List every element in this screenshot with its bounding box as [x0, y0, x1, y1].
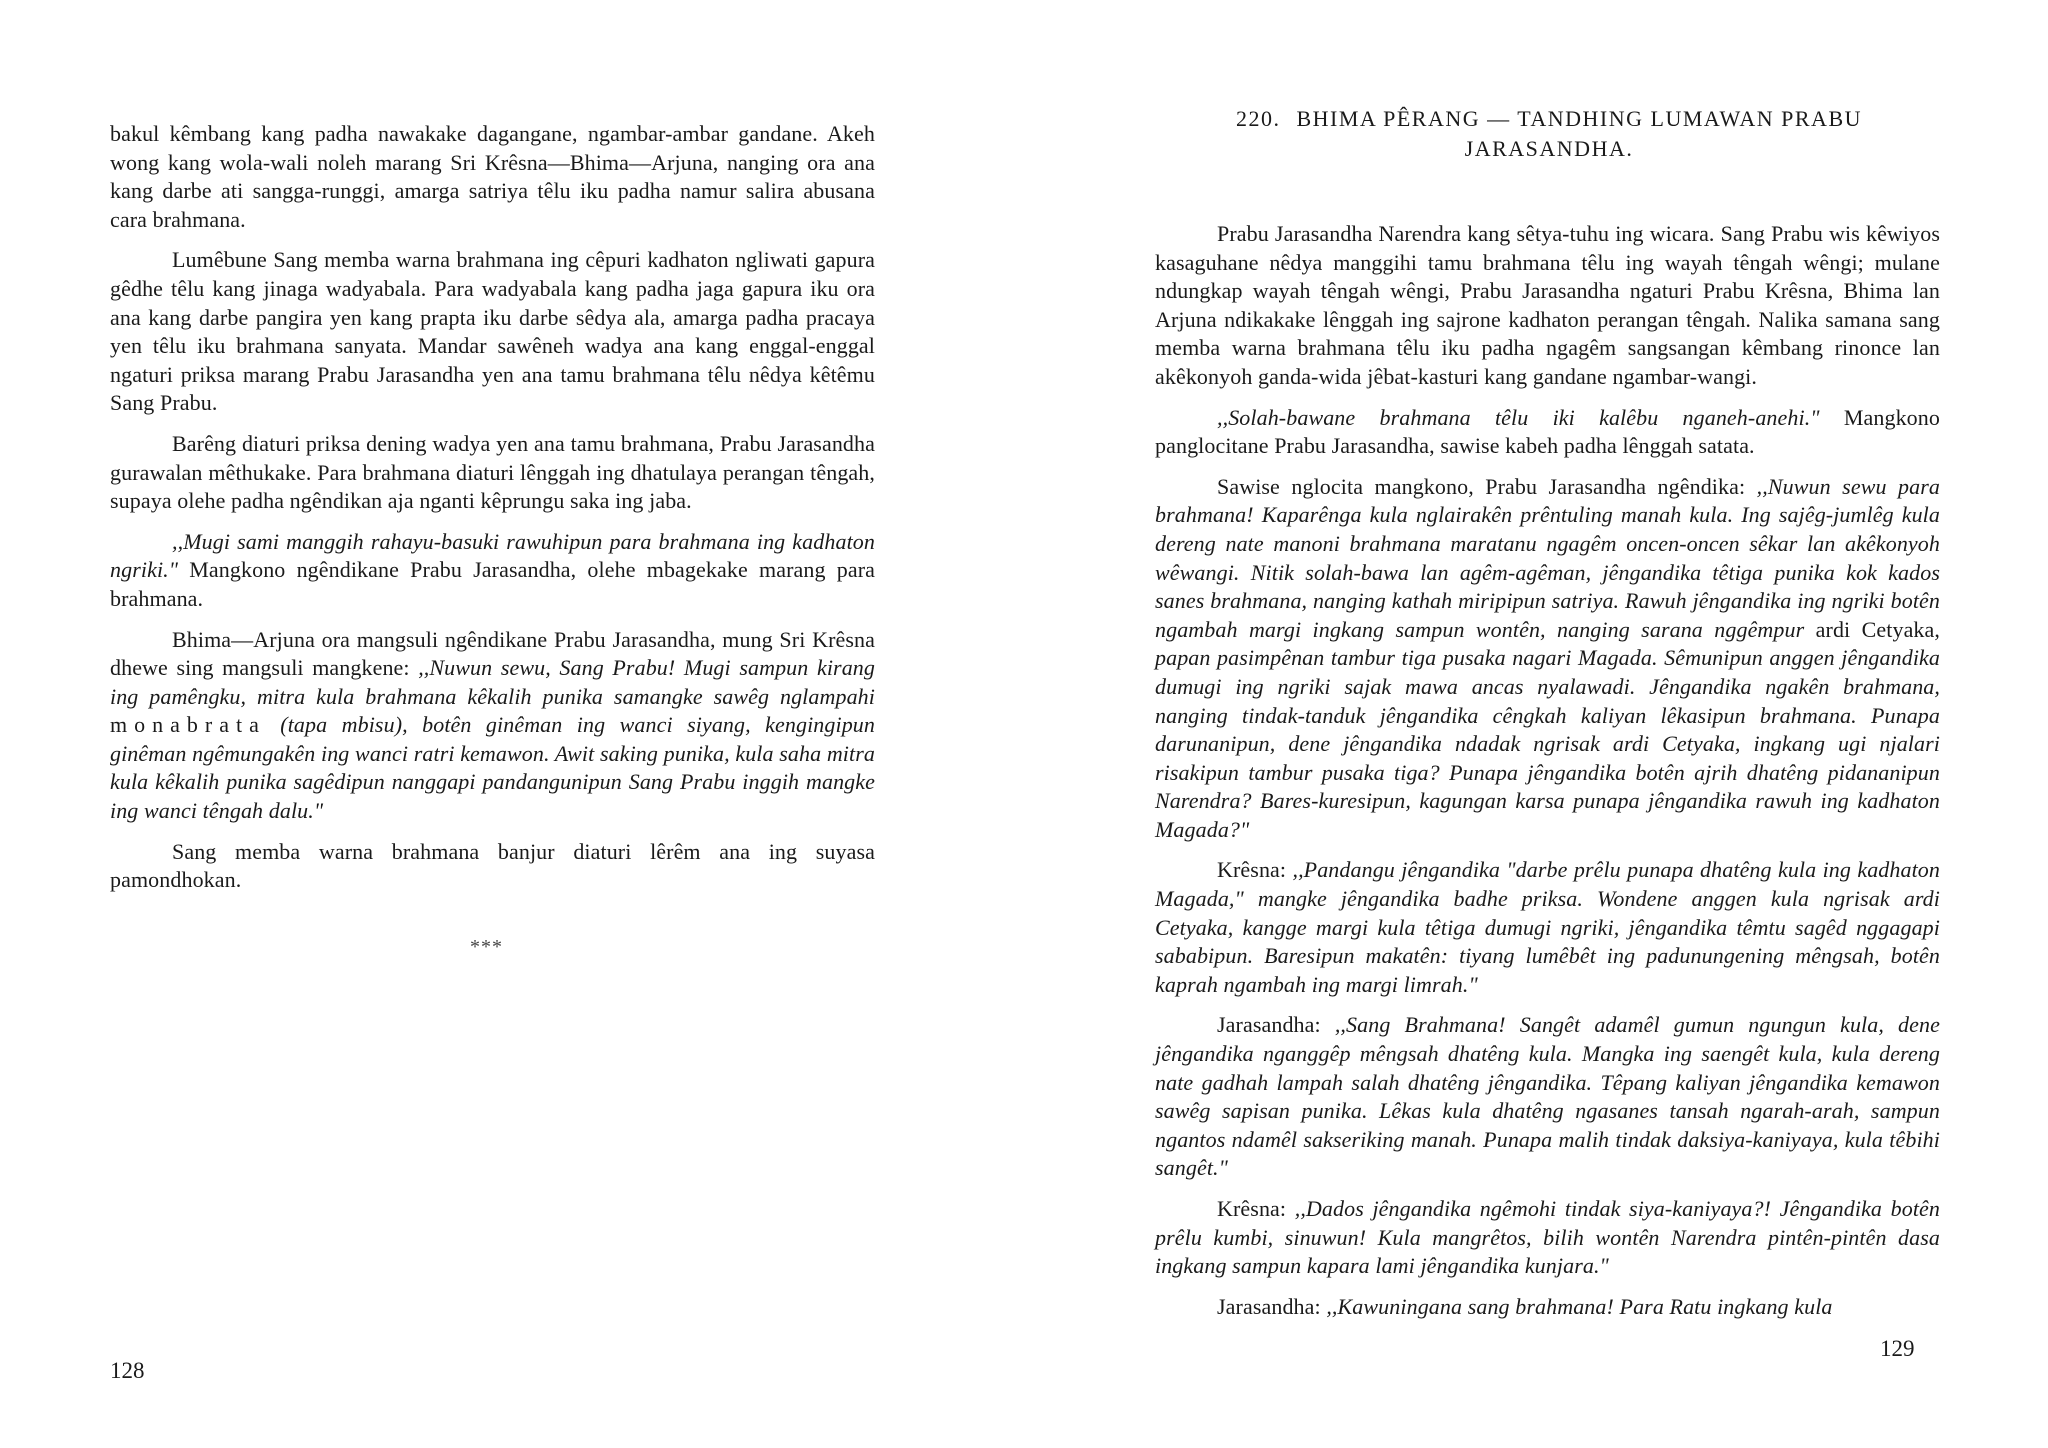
quote-text: ,,Mugi sami manggih rahayu-basuki rawuhipun para brahmana ing kadhaton ngriki."	[110, 528, 875, 583]
speaker-label: Krêsna:	[1217, 1196, 1295, 1221]
quote-text: ,,Dados jêngandika ngêmohi tindak siya-kaniyaya?! Jêngandika botên prêlu kumbi, sinuwun! Kula mangrêtos, bilih wontên Narendra pintên-pintên dasa ingkang sampun kapara lami jêngandika kunjara."	[1155, 1196, 1941, 1279]
chapter-title: BHIMA PÊRANG — TANDHING LUMAWAN PRABU JARASANDHA.	[1296, 106, 1863, 161]
paragraph: Sang memba warna brahmana banjur diaturi lêrêm ana ing suyasa pamondhokan.	[110, 838, 875, 893]
narration-text: ardi Cetyaka,	[1815, 616, 1940, 642]
paragraph	[1155, 1293, 1940, 1322]
narration-text: Mangkono panglocitane Prabu Jarasandha, sawise kabeh padha lênggah satata.	[1155, 404, 1940, 459]
chapter-number: 220.	[1235, 106, 1281, 131]
narration-text: Mangkono ngêndikane Prabu Jarasandha, olehe mbagekake marang para brahmana.	[110, 557, 875, 611]
paragraph	[1155, 473, 1940, 845]
speaker-label: Krêsna:	[1217, 857, 1293, 883]
page-number: 128	[110, 1358, 145, 1383]
paragraph	[1155, 856, 1940, 999]
quote-text: ,,Nuwun sewu, Sang Prabu! Mugi sampun kirang ing pamêngku, mitra kula brahmana kêkalih punika samangke sawêg nglampahi	[110, 655, 875, 709]
section-ornament: ***	[470, 936, 503, 958]
speaker-label: Jarasandha:	[1217, 1012, 1335, 1038]
right-page-body	[1155, 220, 1940, 1327]
speaker-label: Jarasandha:	[1217, 1293, 1327, 1319]
paragraph: Barêng diaturi priksa dening wadya yen ana tamu brahmana, Prabu Jarasandha gurawalan mêthukake. Para brahmana diaturi lênggah ing dhatulaya perangan têngah, supaya olehe padha ngêndikan aja nganti kêprungu saka ing jaba.	[110, 430, 875, 514]
narration-text: Sawise nglocita mangkono, Prabu Jarasandha ngêndika:	[1217, 473, 1757, 499]
right-page	[1024, 0, 2048, 1448]
paragraph	[1155, 404, 1940, 461]
quote-text: ,,Pandangu jêngandika "darbe prêlu punapa dhatêng kula ing kadhaton Magada," mangke jêngandika badhe priksa. Wondene anggen kula ngrisak ardi Cetyaka, kangge margi kula têtiga dumugi ngriki, jêngandika têmtu sagêd nggagapi sababipun. Baresipun makatên: tiyang lumêbêt ing padunungening mêngsah, botên kaprah ngambah ing margi limrah."	[1155, 857, 1941, 997]
paragraph	[110, 528, 875, 614]
quote-text: ,,Nuwun sewu para brahmana! Kaparênga kula nglairakên prêntuling manah kula. Ing sajêg-jumlêg kula dereng nate manoni brahmana maratanu ngagêm oncen-oncen sêkar lan akêkonyoh wêwangi. Nitik solah-bawa lan agêm-agêman, jêngandika têtiga punika kok kados sanes brahmana, nanging kathah miripipun satriya. Rawuh jêngandika ing ngriki botên ngambah margi ingkang sampun wontên, nanging sarana nggêmpur	[1155, 473, 1940, 642]
quote-text: papan pasimpênan tambur tiga pusaka nagari Magada. Sêmunipun anggen jêngandika dumugi ing ngriki sajak mawa ancas nyalawadi. Jêngandika ngakên brahmana, nanging tindak-tanduk jêngandika cêngkah kaliyan lêkasipun brahmana. Punapa darunanipun, dene jêngandika ndadak ngrisak ardi Cetyaka, ingkang ugi njalari risakipun tambur pusaka tiga? Punapa jêngandika botên ajrih dhatêng pidananipun Narendra? Bares-kuresipun, kagungan karsa punapa jêngandika rawuh ing kadhaton Magada?"	[1155, 645, 1940, 842]
chapter-heading	[1194, 104, 1904, 164]
paragraph	[1155, 1195, 1940, 1281]
quote-text: ,,Kawuningana sang brahmana! Para Ratu ingkang kula	[1326, 1293, 1833, 1319]
paragraph: bakul kêmbang kang padha nawakake dagangane, ngambar-ambar gandane. Akeh wong kang wola-wali noleh marang Sri Krêsna—Bhima—Arjuna, nanging ora ana kang darbe ati sangga-runggi, amarga satriya têlu iku padha namur salira abusana cara brahmana.	[110, 121, 875, 232]
quote-text: ,,Solah-bawane brahmana têlu iki kalêbu nganeh-anehi."	[1217, 404, 1820, 430]
paragraph	[110, 626, 875, 826]
paragraph: Lumêbune Sang memba warna brahmana ing cêpuri kadhaton ngliwati gapura gêdhe têlu kang jinaga wadyabala. Para wadyabala kang padha jaga gapura iku ora ana kang darbe pangira yen kang prapta iku darbe sêdya ala, amarga padha pracaya yen têlu iku brahmana sanyata. Mandar sawêneh wadya ana kang enggal-enggal ngaturi priksa marang Prabu Jarasandha yen ana tamu brahmana têlu nêdya kêtêmu Sang Prabu.	[110, 247, 875, 416]
page-number: 129	[1880, 1336, 1915, 1361]
quote-text: ,,Sang Brahmana! Sangêt adamêl gumun ngungun kula, dene jêngandika nganggêp mêngsah dhatêng kula. Mangka ing saengêt kula, kula dereng nate gadhah lampah salah dhatêng jêngandika. Têpang kaliyan jêngandika kemawon sawêg sapisan punika. Lêkas kula dhatêng ngasanes tansah ngarah-arah, sampun ngantos ndamêl sakseriking manah. Punapa malih tindak daksiya-kaniyaya, kula têbihi sangêt."	[1155, 1012, 1940, 1181]
paragraph: Prabu Jarasandha Narendra kang sêtya-tuhu ing wicara. Sang Prabu wis kêwiyos kasaguhane nêdya manggihi tamu brahmana têlu ing wayah têngah wêngi; mulane ndungkap wayah têngah wêngi, Prabu Jarasandha ngaturi Prabu Krêsna, Bhima lan Arjuna ndikakake lênggah ing sajrone kadhaton perangan têngah. Nalika samana sang memba warna brahmana têlu iku padha ngagêm sangsangan kêmbang rinonce lan akêkonyoh ganda-wida jêbat-kasturi kang gandane ngambar-wangi.	[1155, 221, 1940, 389]
left-page-body	[110, 120, 875, 907]
narration-text: Bhima—Arjuna ora mangsuli ngêndikane Prabu Jarasandha, mung Sri Krêsna dhewe sing mangsuli mangkene:	[110, 626, 875, 681]
quote-text: (tapa mbisu), botên ginêman ing wanci siyang, kengingipun ginêman ngêmungakên ing wanci ratri kemawon. Awit saking punika, kula saha mitra kula kêkalih punika sagêdipun nanggapi pandangunipun Sang Prabu inggih mangke ing wanci têngah dalu."	[110, 712, 875, 824]
paragraph	[1155, 1011, 1940, 1183]
spaced-term: monabrata	[110, 712, 266, 738]
